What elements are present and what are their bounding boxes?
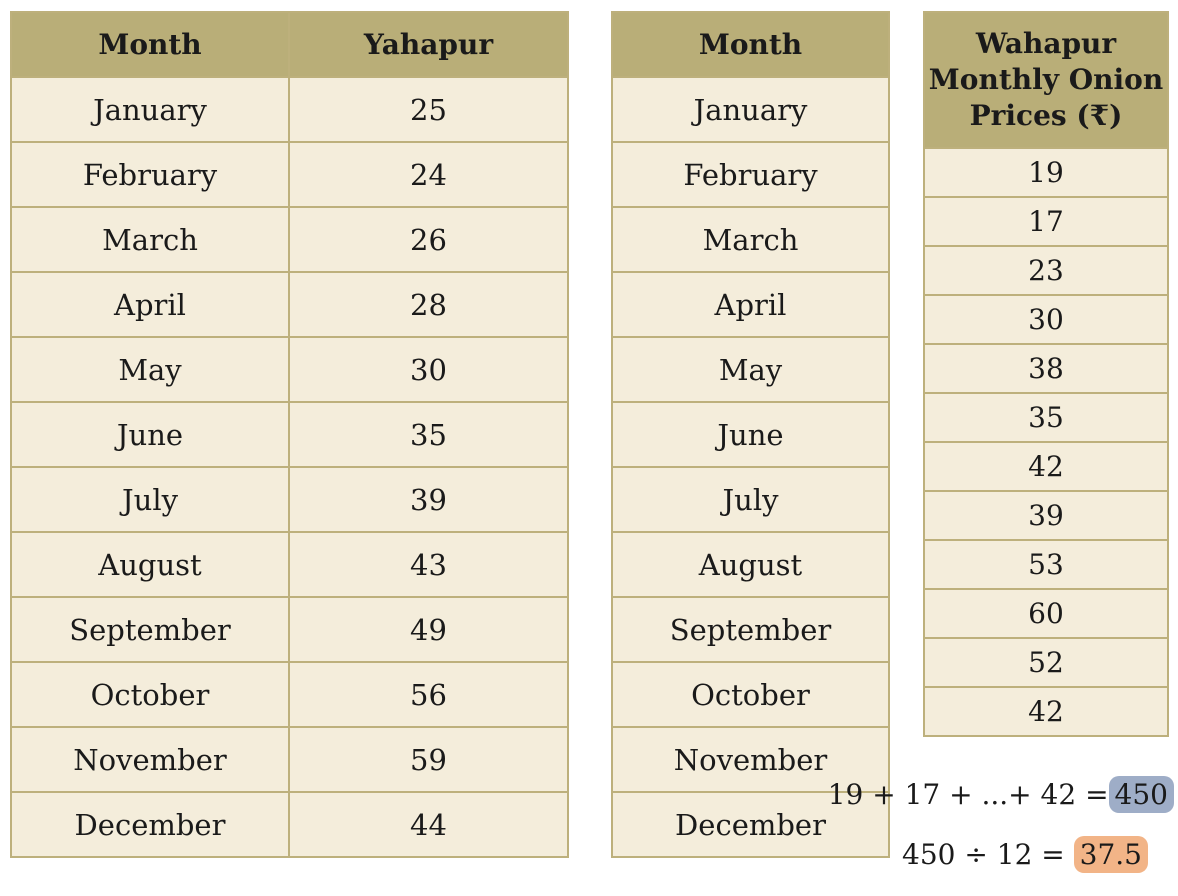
month-cell: November <box>11 727 289 792</box>
table-header-row <box>612 12 889 77</box>
table-row <box>924 687 1168 736</box>
month-cell: August <box>11 532 289 597</box>
month-cell: February <box>612 142 889 207</box>
price-cell: 44 <box>289 792 568 857</box>
month-cell: May <box>612 337 889 402</box>
table-row <box>11 142 568 207</box>
table-row <box>924 148 1168 197</box>
table-row <box>924 393 1168 442</box>
table-row <box>11 77 568 142</box>
month-cell: October <box>612 662 889 727</box>
table-row <box>612 597 889 662</box>
price-cell: 17 <box>924 197 1168 246</box>
table-row <box>924 197 1168 246</box>
table-header-row <box>924 12 1168 148</box>
table-row <box>612 467 889 532</box>
column-header-month: Month <box>11 12 289 77</box>
column-header-wahapur: Wahapur Monthly Onion Prices (₹) <box>924 12 1168 148</box>
price-cell: 26 <box>289 207 568 272</box>
month-cell: June <box>612 402 889 467</box>
sum-expression: 19 + 17 + ...+ 42 = <box>827 778 1109 811</box>
month-cell: September <box>11 597 289 662</box>
wahapur-price-table <box>923 11 1169 737</box>
month-cell: April <box>11 272 289 337</box>
table-row <box>11 272 568 337</box>
price-cell: 42 <box>924 442 1168 491</box>
table-row <box>11 727 568 792</box>
price-cell: 56 <box>289 662 568 727</box>
price-cell: 25 <box>289 77 568 142</box>
price-cell: 38 <box>924 344 1168 393</box>
sum-result-badge: 450 <box>1109 776 1174 813</box>
month-cell: August <box>612 532 889 597</box>
table-row <box>612 272 889 337</box>
month-cell: June <box>11 402 289 467</box>
table-row <box>924 638 1168 687</box>
average-expression: 450 ÷ 12 = <box>902 838 1065 871</box>
table-row <box>924 344 1168 393</box>
price-cell: 35 <box>289 402 568 467</box>
table-row <box>612 532 889 597</box>
table-row <box>11 597 568 662</box>
price-cell: 30 <box>289 337 568 402</box>
month-cell: March <box>612 207 889 272</box>
average-result-badge: 37.5 <box>1074 836 1148 873</box>
price-cell: 42 <box>924 687 1168 736</box>
month-cell: March <box>11 207 289 272</box>
table-row <box>612 662 889 727</box>
column-header-yahapur: Yahapur <box>289 12 568 77</box>
month-cell: September <box>612 597 889 662</box>
price-cell: 35 <box>924 393 1168 442</box>
table-row <box>924 491 1168 540</box>
month-cell: April <box>612 272 889 337</box>
price-cell: 23 <box>924 246 1168 295</box>
table-row <box>924 295 1168 344</box>
table-row <box>612 402 889 467</box>
table-row <box>11 402 568 467</box>
price-cell: 28 <box>289 272 568 337</box>
month-cell: January <box>11 77 289 142</box>
table-row <box>11 337 568 402</box>
table-row <box>11 662 568 727</box>
month-cell: December <box>612 792 889 857</box>
month-cell: December <box>11 792 289 857</box>
price-cell: 39 <box>289 467 568 532</box>
month-cell: October <box>11 662 289 727</box>
month-cell: May <box>11 337 289 402</box>
table-row <box>924 442 1168 491</box>
average-calculation <box>902 836 1148 873</box>
price-cell: 60 <box>924 589 1168 638</box>
price-cell: 24 <box>289 142 568 207</box>
month-cell: July <box>612 467 889 532</box>
price-cell: 39 <box>924 491 1168 540</box>
table-row <box>11 467 568 532</box>
table-row <box>612 207 889 272</box>
table-header-row <box>11 12 568 77</box>
table-row <box>612 337 889 402</box>
price-cell: 30 <box>924 295 1168 344</box>
table-row <box>924 246 1168 295</box>
table-row <box>11 532 568 597</box>
price-cell: 43 <box>289 532 568 597</box>
table-row <box>11 792 568 857</box>
sum-calculation <box>828 776 1174 813</box>
table-row <box>612 142 889 207</box>
table-row <box>924 589 1168 638</box>
price-cell: 19 <box>924 148 1168 197</box>
column-header-month: Month <box>612 12 889 77</box>
table-row <box>612 77 889 142</box>
month-cell: November <box>612 727 889 792</box>
month-cell: July <box>11 467 289 532</box>
price-cell: 59 <box>289 727 568 792</box>
table-row <box>924 540 1168 589</box>
month-cell: February <box>11 142 289 207</box>
month-table <box>611 11 890 858</box>
table-row <box>11 207 568 272</box>
yahapur-price-table <box>10 11 569 858</box>
price-cell: 53 <box>924 540 1168 589</box>
month-cell: January <box>612 77 889 142</box>
price-cell: 52 <box>924 638 1168 687</box>
price-cell: 49 <box>289 597 568 662</box>
